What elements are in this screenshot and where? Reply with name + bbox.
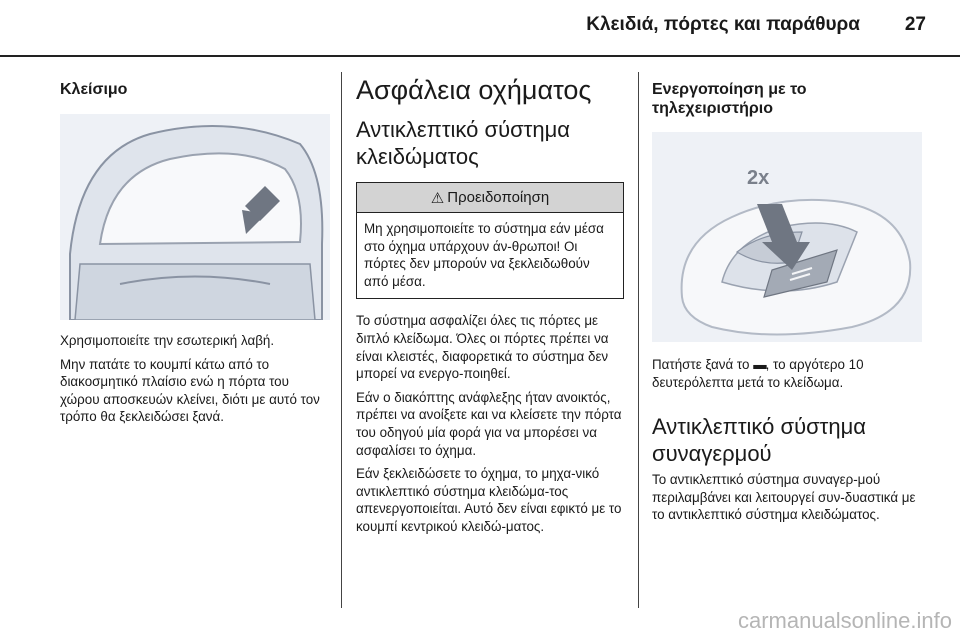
closing-paragraph-1: Χρησιμοποιείτε την εσωτερική λαβή. [60, 333, 275, 348]
remote-instruction-start: Πατήστε ξανά το [652, 357, 754, 372]
remote-activation-heading: Ενεργοποίηση με το τηλεχειριστήριο [652, 81, 807, 117]
lock-button-icon: ▬ [753, 357, 766, 372]
press-twice-label: 2x [747, 167, 770, 189]
remote-instruction [652, 356, 924, 391]
header-rule [0, 55, 960, 57]
warning-label: Προειδοποίηση [447, 189, 550, 206]
warning-header [357, 183, 623, 213]
column-divider-left [341, 72, 342, 608]
security-paragraph-3: Εάν ξεκλειδώσετε το όχημα, το μηχα-νικό αντικλεπτικό σύστημα κλειδώμα-τος απενεργοποιείται. Αυτό δεν είναι εφικτό με το κουμπί κεντρικού κλειδώ-ματος. [356, 466, 622, 534]
page-number: 27 [904, 14, 926, 35]
watermark: carmanualsonline.info [737, 608, 952, 633]
remote-key-illustration-svg [652, 132, 922, 342]
remote-instruction-end: , το αργότερο 10 δευτερόλεπτα μετά το κλείδωμα. [652, 357, 864, 390]
closing-paragraph-2: Μην πατάτε το κουμπί κάτω από το διακοσμητικό πλαίσιο ενώ η πόρτα του χώρου αποσκευών κλείνει, διότι με αυτό τον τρόπο θα ξεκλειδώσει ξανά. [60, 356, 320, 425]
tailgate-illustration [60, 114, 330, 320]
warning-text: Μη χρησιμοποιείτε το σύστημα εάν μέσα στο όχημα υπάρχουν άν-θρωποι! Οι πόρτες δεν μπορούν να ξεκλειδωθούν από μέσα. [364, 221, 604, 289]
alarm-paragraph: Το αντικλεπτικό σύστημα συναγερ-μού περιλαμβάνει και λειτουργεί συν-δυαστικά με το αντικλεπτικό σύστημα κλειδώματος. [652, 472, 916, 523]
column-remote-activation [652, 74, 924, 524]
warning-box [356, 182, 624, 299]
security-paragraph-2: Εάν ο διακόπτης ανάφλεξης ήταν ανοικτός, πρέπει να ανοίξετε και να κλείσετε την πόρτα του οδηγού μία φορά για να μπορέσει να ασφαλίσει το όχημα. [356, 389, 622, 458]
closing-heading: Κλείσιμο [60, 81, 128, 98]
column-divider-right [638, 72, 639, 608]
section-title-vehicle-security: Ασφάλεια οχήματος [356, 75, 592, 105]
alarm-section-title: Αντικλεπτικό σύστημα συναγερμού [652, 414, 867, 467]
remote-key-illustration [652, 132, 922, 342]
tailgate-illustration-svg [60, 114, 330, 320]
page-header-title: Κλειδιά, πόρτες και παράθυρα [586, 14, 860, 35]
column-vehicle-security [356, 74, 628, 536]
subsection-title-deadlock: Αντικλεπτικό σύστημα κλειδώματος [356, 117, 571, 169]
security-paragraph-1: Το σύστημα ασφαλίζει όλες τις πόρτες με διπλό κλείδωμα. Όλες οι πόρτες πρέπει να είναι κλειστές, διαφορετικά το σύστημα δεν μπορεί να ενεργο-ποιηθεί. [356, 313, 609, 382]
column-closing [60, 74, 330, 426]
warning-triangle-icon: ⚠ [430, 189, 445, 207]
